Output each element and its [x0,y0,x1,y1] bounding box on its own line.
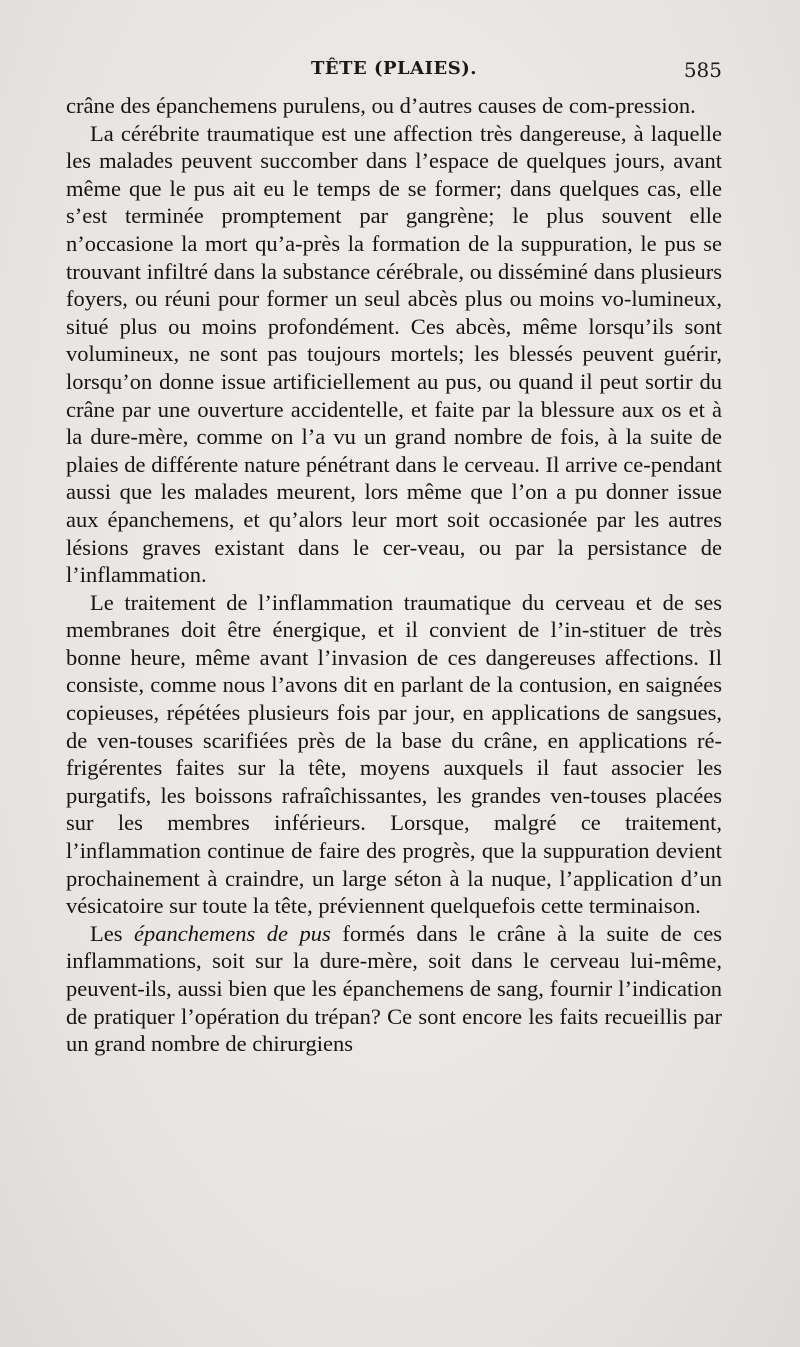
paragraph [66,920,722,1058]
italic-text: épanchemens de pus [134,920,331,946]
page-number: 585 [683,58,722,82]
text-run: formés dans le crâne à la suite de ces inflammations, soit sur la dure-mère, soit dans le cerveau lui-même, peuvent-ils, aussi bien que les épanchemens de sang, fournir l’indication de pratiquer l’opération du trépan? Ce sont encore les faits recueillis par un grand nombre de chirurgiens [66,920,722,1057]
text-run: crâne des épanchemens purulens, ou d’autres causes de com-pression. [66,93,696,118]
paragraph [66,120,722,589]
text-run: La cérébrite traumatique est une affection très dangereuse, à laquelle les malades peuvent succomber dans l’espace de quelques jours, avant même que le pus ait eu le temps de se former; dans quelques cas, elle s’est terminée promptement par gangrène; le plus souvent elle n’occasione la mort qu’a-près la formation de la suppuration, le pus se trouvant infiltré dans la substance cérébrale, ou disséminé dans plusieurs foyers, ou réuni pour former un seul abcès plus ou moins vo-lumineux, situé plus ou moins profondément. Ces abcès, même lorsqu’ils sont volumineux, ne sont pas toujours mortels; les blessés peuvent guérir, lorsqu’on donne issue artificiellement au pus, ou quand il peut sortir du crâne par une ouverture accidentelle, et faite par la blessure aux os et à la dure-mère, comme on l’a vu un grand nombre de fois, à la suite de plaies de différente nature pénétrant dans le cerveau. Il arrive ce-pendant aussi que les malades meurent, lors même que l’on a pu donner issue aux épanchemens, et qu’alors leur mort soit occasionée par les autres lésions graves existant dans le cer-veau, ou par la persistance de l’inflammation. [66,120,722,588]
text-run: Le traitement de l’inflammation traumatique du cerveau et de ses membranes doit être énergique, et il convient de l’in-stituer de très bonne heure, même avant l’invasion de ces dangereuses affections. Il consiste, comme nous l’avons dit en parlant de la contusion, en saignées copieuses, répétées plusieurs fois par jour, en applications de sangsues, de ven-touses scarifiées près de la base du crâne, en applications ré-frigérentes faites sur la tête, moyens auxquels il faut associer les purgatifs, les boissons rafraîchissantes, les grandes ven-touses placées sur les membres inférieurs. Lorsque, malgré ce traitement, l’inflammation continue de faire des progrès, que la suppuration devient prochainement à craindre, un large séton à la nuque, l’application d’un vésicatoire sur toute la tête, préviennent quelquefois cette terminaison. [66,589,722,919]
paragraph [66,92,722,120]
page-header [66,58,722,88]
paragraph [66,589,722,920]
body-text [66,92,722,1058]
running-head: TÊTE (PLAIES). [310,58,478,79]
text-run: Les [90,920,135,946]
